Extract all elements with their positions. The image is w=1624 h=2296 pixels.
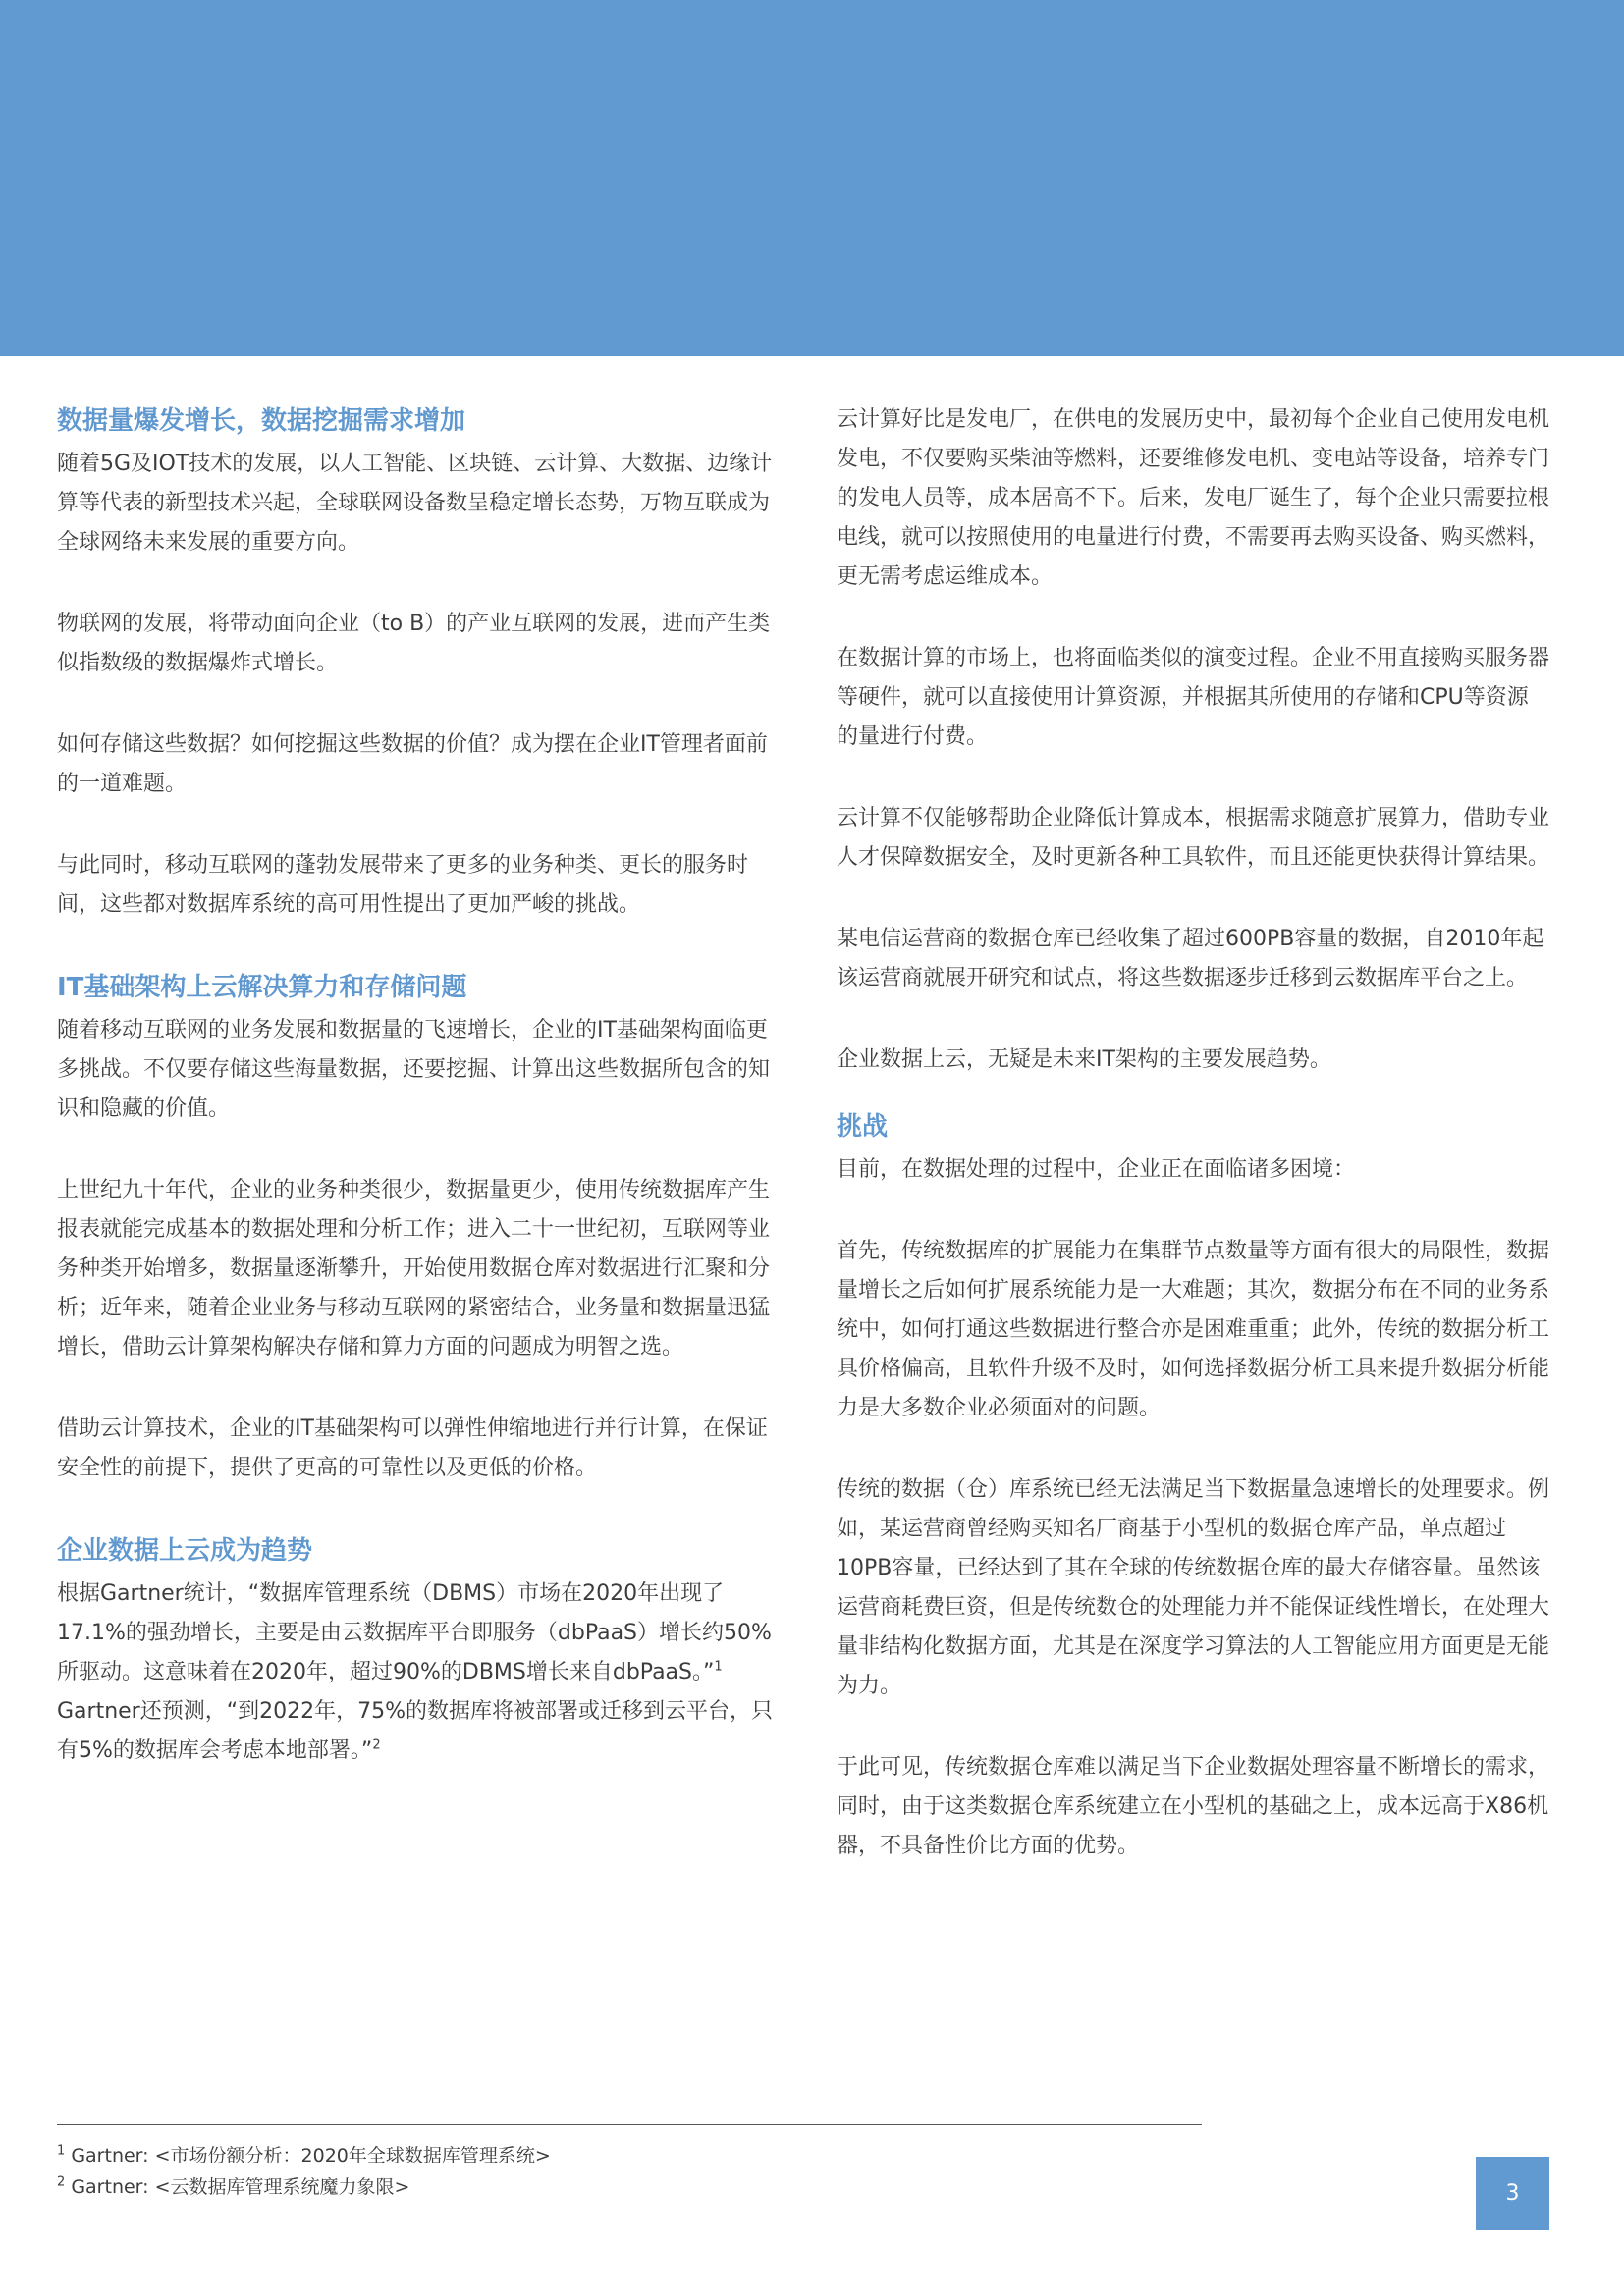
footnote-ref-2: 2 bbox=[372, 1737, 381, 1753]
footnote-ref-1: 1 bbox=[714, 1659, 723, 1675]
footnote-mark-1: 1 bbox=[57, 2143, 66, 2159]
paragraph-gartner bbox=[57, 1575, 782, 1771]
paragraph: 某电信运营商的数据仓库已经收集了超过600PB容量的数据，自2010年起该运营商就展开研究和试点，将这些数据逐步迁移到云数据库平台之上。 bbox=[837, 927, 1544, 990]
section-heading-it-cloud: IT基础架构上云解决算力和存储问题 bbox=[57, 973, 467, 1002]
paragraph: 企业数据上云，无疑是未来IT架构的主要发展趋势。 bbox=[837, 1047, 1331, 1072]
footnotes bbox=[57, 2140, 551, 2203]
paragraph: 云计算不仅能够帮助企业降低计算成本，根据需求随意扩展算力，借助专业人才保障数据安全，及时更新各种工具软件，而且还能更快获得计算结果。 bbox=[837, 806, 1550, 870]
section-heading-data-growth: 数据量爆发增长，数据挖掘需求增加 bbox=[57, 406, 466, 436]
paragraph: 与此同时，移动互联网的蓬勃发展带来了更多的业务种类、更长的服务时间，这些都对数据库系统的高可用性提出了更加严峻的挑战。 bbox=[57, 853, 749, 917]
footnote-text-1: Gartner: <市场份额分析：2020年全球数据库管理系统> bbox=[65, 2145, 551, 2166]
header-band bbox=[0, 0, 1624, 356]
paragraph: 传统的数据（仓）库系统已经无法满足当下数据量急速增长的处理要求。例如，某运营商曾经购买知名厂商基于小型机的数据仓库产品，单点超过10PB容量，已经达到了其在全球的传统数据仓库的最大存储容量。虽然该运营商耗费巨资，但是传统数仓的处理能力并不能保证线性增长，在处理大量非结构化数据方面，尤其是在深度学习算法的人工智能应用方面更是无能为力。 bbox=[837, 1477, 1550, 1698]
paragraph: 在数据计算的市场上，也将面临类似的演变过程。企业不用直接购买服务器等硬件，就可以直接使用计算资源，并根据其所使用的存储和CPU等资源的量进行付费。 bbox=[837, 646, 1550, 749]
footnote-1 bbox=[57, 2140, 551, 2171]
paragraph: 首先，传统数据库的扩展能力在集群节点数量等方面有很大的局限性，数据量增长之后如何扩展系统能力是一大难题；其次，数据分布在不同的业务系统中，如何打通这些数据进行整合亦是困难重重；此外，传统的数据分析工具价格偏高，且软件升级不及时，如何选择数据分析工具来提升数据分析能力是大多数企业必须面对的问题。 bbox=[837, 1239, 1550, 1420]
paragraph: 随着移动互联网的业务发展和数据量的飞速增长，企业的IT基础架构面临更多挑战。不仅要存储这些海量数据，还要挖掘、计算出这些数据所包含的知识和隐藏的价值。 bbox=[57, 1018, 771, 1121]
right-column bbox=[837, 400, 1549, 1866]
paragraph: 物联网的发展，将带动面向企业（to B）的产业互联网的发展，进而产生类似指数级的数据爆炸式增长。 bbox=[57, 612, 771, 675]
footnote-divider bbox=[57, 2124, 1202, 2125]
gartner-quote-2: Gartner还预测，“到2022年，75%的数据库将被部署或迁移到云平台，只有5%的数据库会考虑本地部署。” bbox=[57, 1699, 774, 1763]
page-number: 3 bbox=[1476, 2157, 1549, 2230]
paragraph: 上世纪九十年代，企业的业务种类很少，数据量更少，使用传统数据库产生报表就能完成基本的数据处理和分析工作；进入二十一世纪初，互联网等业务种类开始增多，数据量逐渐攀升，开始使用数据仓库对数据进行汇聚和分析；近年来，随着企业业务与移动互联网的紧密结合，业务量和数据量迅猛增长，借助云计算架构解决存储和算力方面的问题成为明智之选。 bbox=[57, 1178, 771, 1360]
section-heading-cloud-trend: 企业数据上云成为趋势 bbox=[57, 1536, 313, 1566]
paragraph: 如何存储这些数据？如何挖掘这些数据的价值？成为摆在企业IT管理者面前的一道难题。 bbox=[57, 732, 768, 796]
paragraph: 随着5G及IOT技术的发展，以人工智能、区块链、云计算、大数据、边缘计算等代表的新型技术兴起，全球联网设备数呈稳定增长态势，万物互联成为全球网络未来发展的重要方向。 bbox=[57, 452, 773, 555]
footnote-2 bbox=[57, 2171, 551, 2203]
gartner-quote-1: 根据Gartner统计，“数据库管理系统（DBMS）市场在2020年出现了17.1%的强劲增长，主要是由云数据库平台即服务（dbPaaS）增长约50%所驱动。这意味着在2020年，超过90%的DBMS增长来自dbPaaS。” bbox=[57, 1581, 772, 1684]
paragraph: 目前，在数据处理的过程中，企业正在面临诸多困境： bbox=[837, 1157, 1356, 1182]
section-heading-challenges: 挑战 bbox=[837, 1112, 889, 1142]
footnote-mark-2: 2 bbox=[57, 2174, 66, 2190]
paragraph: 于此可见，传统数据仓库难以满足当下企业数据处理容量不断增长的需求，同时，由于这类数据仓库系统建立在小型机的基础之上，成本远高于X86机器，不具备性价比方面的优势。 bbox=[837, 1755, 1550, 1858]
footnote-text-2: Gartner: <云数据库管理系统魔力象限> bbox=[65, 2176, 410, 2198]
left-column bbox=[57, 398, 782, 1771]
paragraph: 借助云计算技术，企业的IT基础架构可以弹性伸缩地进行并行计算，在保证安全性的前提下，提供了更高的可靠性以及更低的价格。 bbox=[57, 1416, 768, 1480]
paragraph: 云计算好比是发电厂，在供电的发展历史中，最初每个企业自己使用发电机发电，不仅要购买柴油等燃料，还要维修发电机、变电站等设备，培养专门的发电人员等，成本居高不下。后来，发电厂诞生了，每个企业只需要拉根电线，就可以按照使用的电量进行付费，不需要再去购买设备、购买燃料，更无需考虑运维成本。 bbox=[837, 407, 1550, 589]
